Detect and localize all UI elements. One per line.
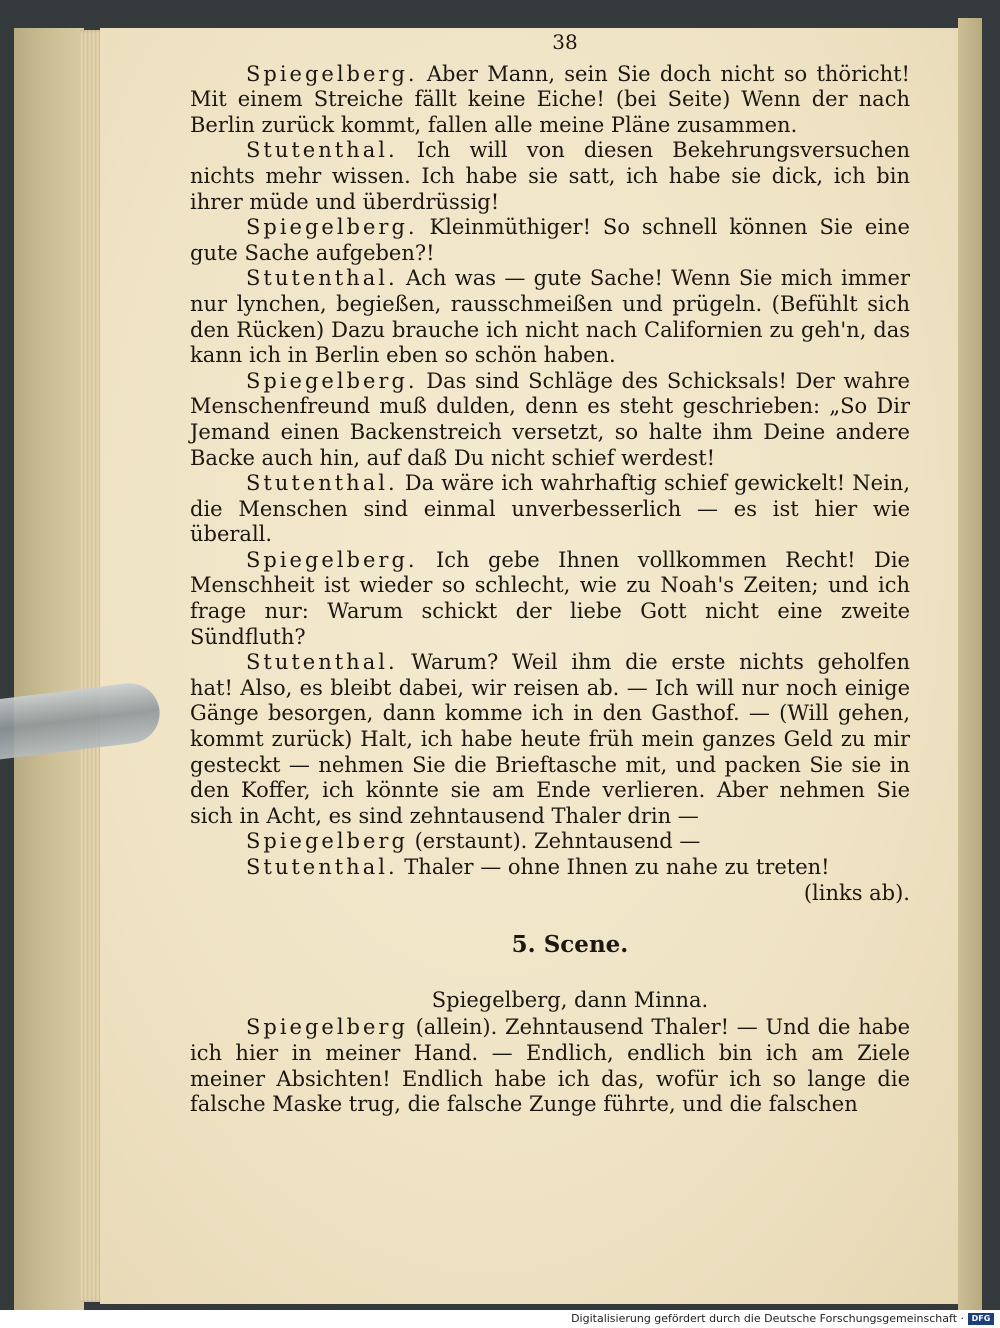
footer-bar [0,1310,1000,1328]
book-cover-right [958,18,982,1310]
speech-text: Das sind Schläge des Schicksals! Der wahre Menschenfreund muß dulden, denn es steht geschrieben: „So Dir Jemand einen Backenstreich versetzt, so halte ihm Deine andere Backe auch hin, auf daß Du nicht schief werdest! [190,368,910,470]
dialogue-paragraph [190,548,910,650]
speech-text: Thaler — ohne Ihnen zu nahe zu treten! [397,855,830,879]
page-number: 38 [552,30,578,54]
stage-direction-exit: (links ab). [803,880,910,905]
speech-text: Warum? Weil ihm die erste nichts geholfen hat! Also, es bleibt dabei, wir reisen ab. — Ich will nur noch einige Gänge besorgen, dann komme ich in den Gasthof. — (Will gehen, kommt zurück) Halt, ich habe heute früh mein ganzes Geld zu mir gesteckt — nehmen Sie die Brieftasche mit, und packen Sie sie in den Koffer, ich könnte sie am Ende verlieren. Aber nehmen Sie sich in Acht, es sind zehntausend Thaler drin — [190,650,910,828]
speaker-name: Spiegelberg [246,1015,408,1040]
speech-text: Kleinmüthiger! So schnell können Sie eine gute Sache aufgeben?! [190,215,910,265]
speech-text: Ach was — gute Sache! Wenn Sie mich immer nur lynchen, begießen, rausschmeißen und prügeln. (Befühlt sich den Rücken) Dazu brauche ich nicht nach Californien zu geh'n, das kann ich in Berlin eben so schön haben. [190,266,910,368]
speaker-name: Stutenthal. [246,266,398,291]
speaker-name: Spiegelberg. [246,215,418,240]
scene-heading: 5. Scene. [511,931,629,959]
dialogue-paragraph [190,369,910,471]
speaker-name: Stutenthal. [246,471,398,496]
scene-dialogue [190,1015,910,1117]
speaker-name: Stutenthal. [246,650,398,675]
speaker-name: Stutenthal. [246,855,398,879]
dialogue [190,62,910,881]
dialogue-paragraph [190,215,910,266]
dialogue-paragraph [190,650,910,829]
dfg-logo-icon: DFG [968,1313,994,1325]
speech-text: Aber Mann, sein Sie doch nicht so thöricht! Mit einem Streiche fällt keine Eiche! (bei Seite) Wenn der nach Berlin zurück kommt, fallen alle meine Pläne zusammen. [190,61,910,137]
dialogue-paragraph [190,829,910,855]
speaker-name: Spiegelberg. [246,547,418,572]
speech-text: (allein). Zehntausend Thaler! — Und die habe ich hier in meiner Hand. — Endlich, endlich bin ich am Ziele meiner Absichten! Endlich habe ich das, wofür ich so lange die falsche Maske trug, die falsche Zunge führte, und die falschen [190,1015,910,1117]
speech-text: (erstaunt). Zehntausend — [407,829,701,854]
speaker-name: Stutenthal. [246,138,398,163]
dialogue-paragraph [190,471,910,548]
dialogue-paragraph [190,138,910,215]
footer-credit: Digitalisierung gefördert durch die Deutsche Forschungsgemeinschaft · [571,1312,964,1325]
speaker-name: Spiegelberg [246,829,408,854]
scene-characters: Spiegelberg, dann Minna. [431,987,709,1012]
speech-text: Ich will von diesen Bekehrungsversuchen nichts mehr wissen. Ich habe sie satt, ich habe sie dick, ich bin ihrer müde und überdrüssig! [190,138,910,214]
speech-text: Ich gebe Ihnen vollkommen Recht! Die Menschheit ist wieder so schlecht, wie zu Noah's Zeiten; und ich frage nur: Warum schickt der liebe Gott nicht eine zweite Sündfluth? [190,547,910,649]
speaker-name: Spiegelberg. [246,368,418,393]
book-cover-left [14,28,84,1310]
dialogue-paragraph [190,1015,910,1117]
dialogue-paragraph [190,855,910,881]
dialogue-paragraph [190,62,910,139]
page-text [190,30,910,1118]
dialogue-paragraph [190,266,910,368]
speech-text: Da wäre ich wahrhaftig schief gewickelt! Nein, die Menschen sind einmal unverbesserlich — es ist hier wie überall. [190,471,910,547]
speaker-name: Spiegelberg. [246,61,418,86]
